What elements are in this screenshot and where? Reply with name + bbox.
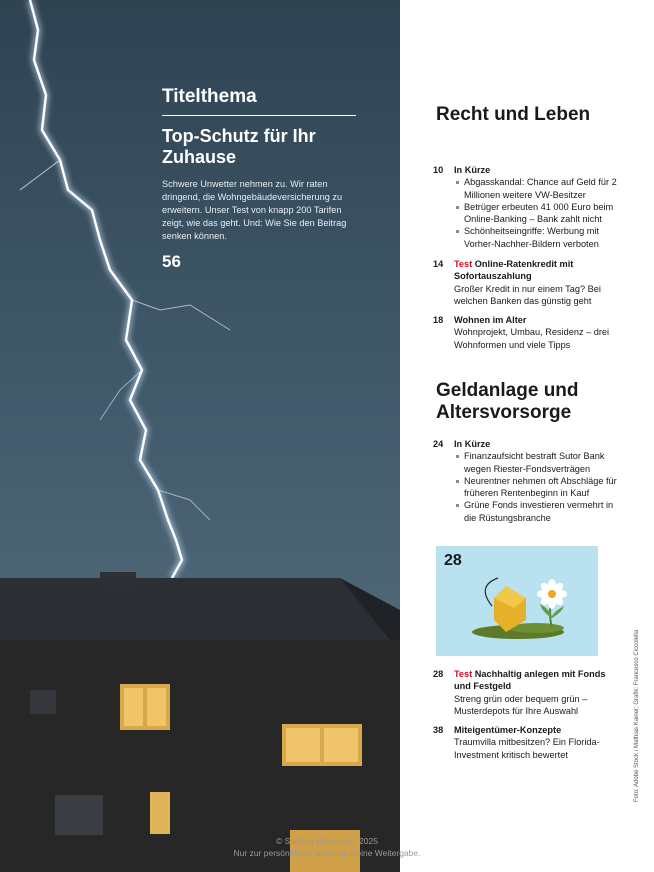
toc-page-number: 28 <box>433 669 444 679</box>
toc-teaser: Streng grün oder bequem grün – Musterdepots für Ihre Auswahl <box>454 693 588 716</box>
toc-page-number: 18 <box>433 315 444 325</box>
toc-bullet: Finanzaufsicht bestraft Sutor Bank wegen Riester-Fondsverträgen <box>454 450 623 475</box>
toc-bullet: Neurentner nehmen oft Abschläge für früheren Rentenbeginn in Kauf <box>454 475 623 500</box>
toc-heading <box>454 668 623 693</box>
cover-divider <box>162 115 356 116</box>
toc-entry[interactable] <box>433 314 623 351</box>
toc-entry[interactable] <box>433 438 623 524</box>
toc-heading-text: Nachhaltig anlegen mit Fonds und Festgeld <box>454 669 606 692</box>
toc-heading: Miteigentümer-Konzepte <box>454 725 562 735</box>
toc-page-number: 38 <box>433 725 444 735</box>
toc-teaser: Traumvilla mitbesitzen? Ein Florida-Investment kritisch bewertet <box>454 737 600 760</box>
toc-page-number: 24 <box>433 439 444 449</box>
photo-credit: Foto: Adobe Stock / Mathias Kainer; Grafik: Francesco Ciccolella <box>634 629 640 802</box>
cover-kicker: Titelthema <box>162 86 257 107</box>
toc-bullet-list <box>454 450 623 524</box>
toc-bullet-list <box>454 176 623 250</box>
toc-entry[interactable] <box>433 724 623 761</box>
test-label: Test <box>454 259 473 269</box>
cover-headline[interactable]: Top-Schutz für Ihr Zuhause <box>162 126 316 167</box>
toc-bullet: Betrüger erbeuten 41 000 Euro beim Online-Banking – Bank zahlt nicht <box>454 201 623 226</box>
illustration-page-number: 28 <box>444 552 462 569</box>
cover-story <box>162 86 356 272</box>
toc-bullet: Schönheitseingriffe: Werbung mit Vorher-Nachher-Bildern verboten <box>454 225 623 250</box>
toc-teaser: Großer Kredit in nur einem Tag? Bei welchen Banken das günstig geht <box>454 283 601 306</box>
toc-heading: In Kürze <box>454 439 491 449</box>
toc-page-number: 10 <box>433 165 444 175</box>
section-title-geldanlage: Geldanlage und Altersvorsorge <box>436 380 579 423</box>
cover-lead: Schwere Unwetter nehmen zu. Wir raten dringend, die Wohngebäudeversicherung zu erweitern. Unser Test von knapp 200 Tarifen zeigt, wie das geht. Und: Wie Sie den Beitrag senken können. <box>162 179 347 241</box>
toc-entry[interactable] <box>433 164 623 250</box>
toc-entry[interactable] <box>433 258 623 307</box>
footer-usage-note: Nur zur persönlichen Nutzung. Keine Weitergabe. <box>233 848 421 858</box>
toc-heading: Wohnen im Alter <box>454 315 527 325</box>
section-title-recht-und-leben: Recht und Leben <box>436 104 591 125</box>
toc-page-number: 14 <box>433 259 444 269</box>
illustration-box[interactable] <box>436 546 598 656</box>
toc-bullet: Abgasskandal: Chance auf Geld für 2 Millionen weitere VW-Besitzer <box>454 176 623 201</box>
toc-heading: In Kürze <box>454 165 491 175</box>
toc-entry[interactable] <box>433 668 623 717</box>
toc-teaser: Wohnprojekt, Umbau, Residenz – drei Wohnformen und viele Tipps <box>454 327 610 350</box>
toc-heading <box>454 258 623 283</box>
footer-copyright: © Stiftung Warentest, 2025 <box>276 836 378 846</box>
toc-heading-text: Online-Ratenkredit mit Sofortauszahlung <box>454 259 574 282</box>
toc-bullet: Grüne Fonds investieren vermehrt in die Rüstungsbranche <box>454 499 623 524</box>
cover-page-number[interactable]: 56 <box>162 252 181 271</box>
test-label: Test <box>454 669 473 679</box>
